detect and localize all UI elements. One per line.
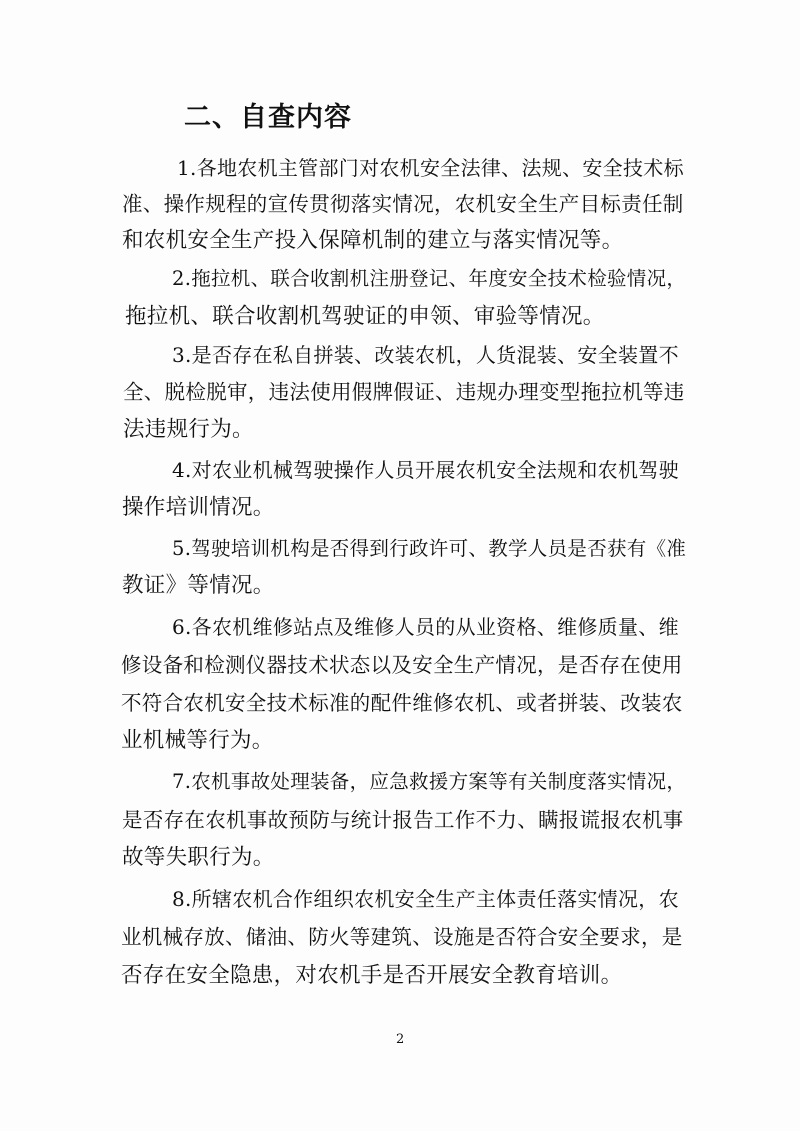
- item-1-line-3: 和农机安全生产投入保障机制的建立与落实情况等。: [122, 228, 624, 253]
- item-7-line-1: 7.农机事故处理装备，应急救援方案等有关制度落实情况，: [172, 770, 687, 793]
- item-1-line-2: 准、操作规程的宣传贯彻落实情况，农机安全生产目标责任制: [122, 192, 684, 216]
- item-8-line-3: 否存在安全隐患，对农机手是否开展安全教育培训。: [121, 963, 623, 988]
- item-4-line-2: 操作培训情况。: [122, 495, 275, 520]
- item-8-line-2: 业机械存放、储油、防火等建筑、设施是否符合安全要求，是: [121, 925, 683, 949]
- item-7-line-2: 是否存在农机事故预防与统计报告工作不力、瞒报谎报农机事: [122, 808, 684, 832]
- item-7-line-3: 故等失职行为。: [122, 845, 275, 870]
- item-3-line-1: 3.是否存在私自拼装、改装农机，人货混装、安全装置不: [172, 343, 679, 367]
- item-3-line-2: 全、脱检脱审，违法使用假牌假证、违规办理变型拖拉机等违: [123, 380, 685, 404]
- item-5-line-2: 教证》等情况。: [122, 573, 275, 598]
- item-4-line-1: 4.对农业机械驾驶操作人员开展农机安全法规和农机驾驶: [172, 458, 679, 482]
- item-5-line-1: 5.驾驶培训机构是否得到行政许可、教学人员是否获有《准: [172, 537, 687, 560]
- item-6-line-3: 不符合农机安全技术标准的配件维修农机、或者拼装、改装农: [121, 691, 683, 715]
- item-1-line-1: 1.各地农机主管部门对农机安全法律、法规、安全技术标: [177, 156, 684, 180]
- item-6-line-1: 6.各农机维修站点及维修人员的从业资格、维修质量、维: [172, 615, 679, 639]
- item-2-line-1: 2.拖拉机、联合收割机注册登记、年度安全技术检验情况，: [172, 267, 687, 290]
- item-2-line-2: 拖拉机、联合收割机驾驶证的申领、审验等情况。: [125, 304, 605, 329]
- item-8-line-1: 8.所辖农机合作组织农机安全生产主体责任落实情况，农: [172, 887, 679, 911]
- page-number: 2: [396, 1032, 405, 1047]
- item-3-line-3: 法违规行为。: [123, 417, 254, 442]
- item-6-line-2: 修设备和检测仪器技术状态以及安全生产情况，是否存在使用: [121, 653, 683, 677]
- section-heading: 二、自查内容: [184, 102, 352, 133]
- item-6-line-4: 业机械等行为。: [121, 728, 274, 753]
